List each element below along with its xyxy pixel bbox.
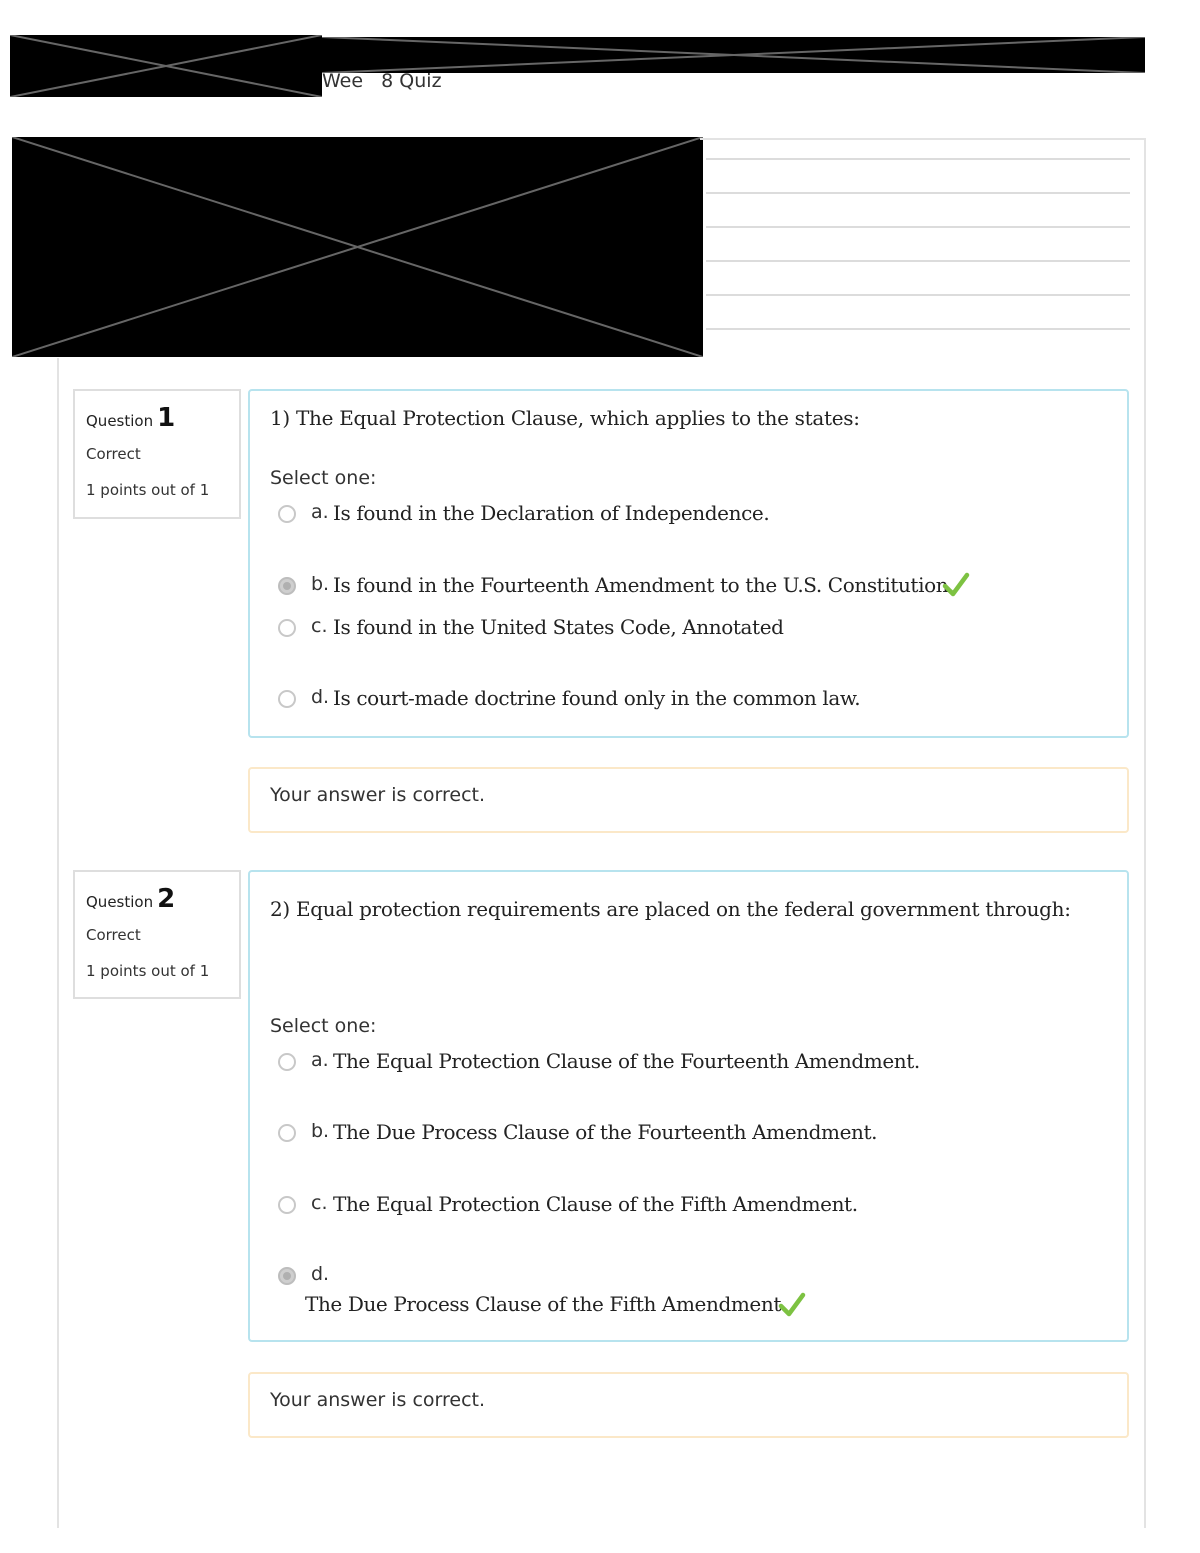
answer-text: Is found in the Fourteenth Amendment to the U.S. Constitution. (333, 573, 955, 597)
question-text: 2) Equal protection requirements are placed on the federal government through: (270, 897, 1071, 921)
question-formulation-2: 2) Equal protection requirements are placed on the federal government through: Select one: a. The Equal Protection Clause of the Fourteenth Amendment. b. The Due Process Clause of the Fourteenth Amendment. c. The Equal Protection Clause of the Fifth Amendment. d. The Due Process Clause of the Fifth Amendment. (248, 870, 1129, 1342)
select-one-prompt: Select one: (270, 1015, 377, 1037)
content-border-left (57, 358, 59, 1528)
radio-icon[interactable] (278, 1053, 296, 1071)
check-icon (942, 571, 970, 599)
question-formulation-1: 1) The Equal Protection Clause, which applies to the states: Select one: a. Is found in the Declaration of Independence. b. Is found in the Fourteenth Amendment to the U.S. Constitution. c. Is found in the United States Code, Annotated d. Is court-made doctrine found only in the common law. (248, 389, 1129, 738)
answer-text: Is found in the Declaration of Independence. (333, 501, 770, 525)
question-number: 2 (157, 884, 176, 914)
radio-icon[interactable] (278, 1196, 296, 1214)
radio-icon[interactable] (278, 690, 296, 708)
redacted-course-name (322, 37, 1145, 73)
question-label: Question 2 (86, 884, 176, 914)
feedback-text: Your answer is correct. (270, 784, 486, 806)
answer-text: The Equal Protection Clause of the Fourteenth Amendment. (333, 1049, 920, 1073)
feedback-text: Your answer is correct. (270, 1389, 486, 1411)
page-title: Wee 8 Quiz (322, 70, 442, 92)
question-grade: 1 points out of 1 (86, 481, 210, 499)
question-label: Question 1 (86, 403, 176, 433)
redacted-logo (10, 35, 322, 97)
question-state: Correct (86, 445, 141, 463)
answer-text: Is court-made doctrine found only in the common law. (333, 686, 861, 710)
question-text: 1) The Equal Protection Clause, which applies to the states: (270, 406, 860, 430)
answer-text: The Due Process Clause of the Fifth Amendment. (305, 1292, 787, 1316)
question-number: 1 (157, 403, 176, 433)
radio-icon[interactable] (278, 619, 296, 637)
question-info-2 (73, 870, 241, 999)
content-border-right (1144, 358, 1146, 1528)
question-grade: 1 points out of 1 (86, 962, 210, 980)
radio-icon[interactable] (278, 505, 296, 523)
summary-table (700, 138, 1146, 358)
select-one-prompt: Select one: (270, 467, 377, 489)
radio-icon[interactable] (278, 1124, 296, 1142)
question-state: Correct (86, 926, 141, 944)
check-icon (778, 1291, 806, 1319)
answer-text: The Due Process Clause of the Fourteenth Amendment. (333, 1120, 878, 1144)
question-info-1 (73, 389, 241, 519)
answer-text: Is found in the United States Code, Annotated (333, 615, 784, 639)
radio-icon[interactable] (278, 577, 296, 595)
feedback-box-2 (248, 1372, 1129, 1438)
redacted-summary (12, 137, 703, 357)
answer-text: The Equal Protection Clause of the Fifth Amendment. (333, 1192, 858, 1216)
radio-icon[interactable] (278, 1267, 296, 1285)
feedback-box-1 (248, 767, 1129, 833)
